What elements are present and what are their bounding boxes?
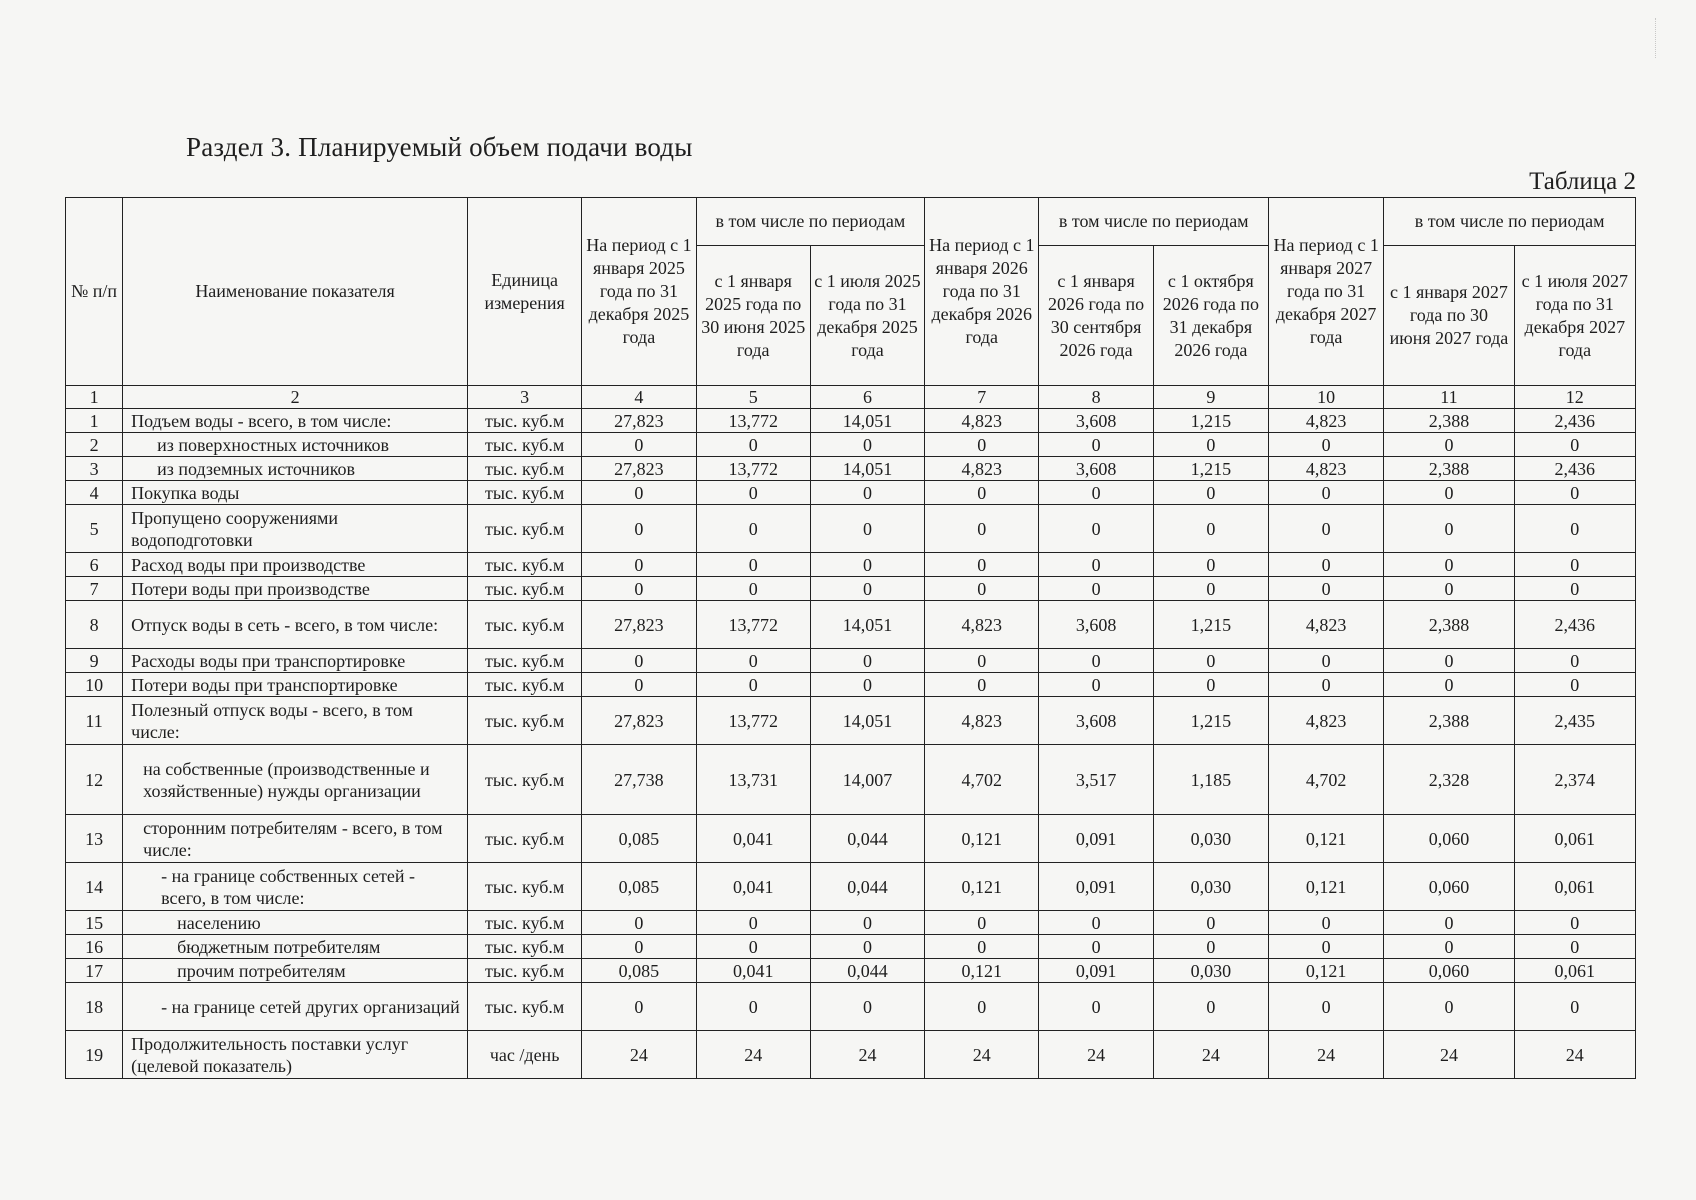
indicator-name: Покупка воды bbox=[123, 481, 468, 505]
value-cell: 4,702 bbox=[1269, 745, 1384, 815]
value-cell: 0,061 bbox=[1514, 863, 1635, 911]
value-cell: 0 bbox=[1384, 911, 1514, 935]
value-cell: 0 bbox=[582, 553, 696, 577]
unit-cell: тыс. куб.м bbox=[468, 673, 582, 697]
value-cell: 0 bbox=[1384, 935, 1514, 959]
unit-cell: тыс. куб.м bbox=[468, 935, 582, 959]
value-cell: 3,608 bbox=[1039, 409, 1153, 433]
row-number: 17 bbox=[66, 959, 123, 983]
unit-cell: тыс. куб.м bbox=[468, 815, 582, 863]
value-cell: 0 bbox=[810, 505, 924, 553]
value-cell: 24 bbox=[696, 1031, 810, 1079]
header-unit: Единица измерения bbox=[468, 198, 582, 386]
value-cell: 24 bbox=[810, 1031, 924, 1079]
indicator-name: из поверхностных источников bbox=[123, 433, 468, 457]
unit-cell: тыс. куб.м bbox=[468, 911, 582, 935]
value-cell: 2,388 bbox=[1384, 457, 1514, 481]
table-row bbox=[66, 983, 1636, 1031]
table-row bbox=[66, 409, 1636, 433]
value-cell: 0,091 bbox=[1039, 959, 1153, 983]
table-row bbox=[66, 815, 1636, 863]
value-cell: 0 bbox=[1269, 577, 1384, 601]
table-row bbox=[66, 673, 1636, 697]
value-cell: 4,823 bbox=[925, 697, 1039, 745]
indicator-name: - на границе собственных сетей - всего, в том числе: bbox=[123, 863, 468, 911]
value-cell: 0 bbox=[582, 911, 696, 935]
table-row bbox=[66, 959, 1636, 983]
value-cell: 13,772 bbox=[696, 601, 810, 649]
value-cell: 0 bbox=[1514, 935, 1635, 959]
value-cell: 0 bbox=[1039, 433, 1153, 457]
value-cell: 0 bbox=[696, 935, 810, 959]
value-cell: 4,823 bbox=[1269, 697, 1384, 745]
value-cell: 0 bbox=[1039, 935, 1153, 959]
value-cell: 14,051 bbox=[810, 457, 924, 481]
value-cell: 0,121 bbox=[1269, 815, 1384, 863]
value-cell: 0,044 bbox=[810, 863, 924, 911]
value-cell: 0 bbox=[810, 673, 924, 697]
col-number: 12 bbox=[1514, 386, 1635, 409]
value-cell: 13,772 bbox=[696, 697, 810, 745]
table-body bbox=[66, 409, 1636, 1079]
unit-cell: тыс. куб.м bbox=[468, 433, 582, 457]
value-cell: 0,121 bbox=[1269, 863, 1384, 911]
value-cell: 0 bbox=[1039, 553, 1153, 577]
indicator-name: прочим потребителям bbox=[123, 959, 468, 983]
value-cell: 0 bbox=[1039, 481, 1153, 505]
value-cell: 0 bbox=[1039, 649, 1153, 673]
table-row bbox=[66, 433, 1636, 457]
value-cell: 24 bbox=[925, 1031, 1039, 1079]
value-cell: 0 bbox=[1153, 577, 1268, 601]
indicator-name: Полезный отпуск воды - всего, в том числе: bbox=[123, 697, 468, 745]
value-cell: 24 bbox=[1153, 1031, 1268, 1079]
value-cell: 0,030 bbox=[1153, 959, 1268, 983]
value-cell: 24 bbox=[582, 1031, 696, 1079]
value-cell: 13,772 bbox=[696, 457, 810, 481]
value-cell: 0 bbox=[582, 935, 696, 959]
value-cell: 1,215 bbox=[1153, 457, 1268, 481]
table-row bbox=[66, 649, 1636, 673]
table-row bbox=[66, 1031, 1636, 1079]
value-cell: 0 bbox=[925, 577, 1039, 601]
col-number: 9 bbox=[1153, 386, 1268, 409]
header-period-2026-q1-3: с 1 января 2026 года по 30 сентября 2026 года bbox=[1039, 246, 1153, 386]
header-subperiods-2025: в том числе по периодам bbox=[696, 198, 925, 246]
unit-cell: тыс. куб.м bbox=[468, 577, 582, 601]
value-cell: 0 bbox=[696, 481, 810, 505]
header-period-2027-h2: с 1 июля 2027 года по 31 декабря 2027 года bbox=[1514, 246, 1635, 386]
value-cell: 0 bbox=[1384, 433, 1514, 457]
value-cell: 0 bbox=[810, 935, 924, 959]
value-cell: 3,517 bbox=[1039, 745, 1153, 815]
value-cell: 0 bbox=[1514, 553, 1635, 577]
value-cell: 3,608 bbox=[1039, 601, 1153, 649]
value-cell: 27,823 bbox=[582, 697, 696, 745]
indicator-name: Продолжительность поставки услуг (целевой показатель) bbox=[123, 1031, 468, 1079]
margin-mark bbox=[1655, 18, 1674, 58]
value-cell: 2,388 bbox=[1384, 409, 1514, 433]
unit-cell: тыс. куб.м bbox=[468, 745, 582, 815]
table-row bbox=[66, 505, 1636, 553]
value-cell: 0 bbox=[582, 433, 696, 457]
value-cell: 0 bbox=[925, 505, 1039, 553]
value-cell: 0 bbox=[1514, 673, 1635, 697]
indicator-name: Расход воды при производстве bbox=[123, 553, 468, 577]
value-cell: 27,823 bbox=[582, 409, 696, 433]
col-number: 10 bbox=[1269, 386, 1384, 409]
value-cell: 0 bbox=[810, 553, 924, 577]
value-cell: 0 bbox=[925, 911, 1039, 935]
indicator-name: Пропущено сооружениями водоподготовки bbox=[123, 505, 468, 553]
value-cell: 0 bbox=[696, 673, 810, 697]
col-number: 8 bbox=[1039, 386, 1153, 409]
indicator-name: населению bbox=[123, 911, 468, 935]
value-cell: 2,388 bbox=[1384, 601, 1514, 649]
row-number: 6 bbox=[66, 553, 123, 577]
value-cell: 0 bbox=[1153, 433, 1268, 457]
row-number: 13 bbox=[66, 815, 123, 863]
col-number: 6 bbox=[810, 386, 924, 409]
value-cell: 0 bbox=[1269, 935, 1384, 959]
value-cell: 0 bbox=[1039, 673, 1153, 697]
row-number: 10 bbox=[66, 673, 123, 697]
value-cell: 0 bbox=[1514, 911, 1635, 935]
value-cell: 0 bbox=[925, 433, 1039, 457]
value-cell: 0 bbox=[1269, 673, 1384, 697]
value-cell: 14,051 bbox=[810, 601, 924, 649]
table-row bbox=[66, 601, 1636, 649]
table-row bbox=[66, 935, 1636, 959]
value-cell: 0,121 bbox=[925, 815, 1039, 863]
value-cell: 0,085 bbox=[582, 959, 696, 983]
value-cell: 0 bbox=[1153, 505, 1268, 553]
unit-cell: тыс. куб.м bbox=[468, 409, 582, 433]
value-cell: 1,215 bbox=[1153, 409, 1268, 433]
row-number: 9 bbox=[66, 649, 123, 673]
column-number-row bbox=[66, 386, 1636, 409]
value-cell: 0 bbox=[1153, 673, 1268, 697]
value-cell: 0 bbox=[582, 673, 696, 697]
value-cell: 2,388 bbox=[1384, 697, 1514, 745]
value-cell: 24 bbox=[1514, 1031, 1635, 1079]
value-cell: 0 bbox=[696, 649, 810, 673]
value-cell: 4,823 bbox=[1269, 409, 1384, 433]
value-cell: 27,738 bbox=[582, 745, 696, 815]
value-cell: 0 bbox=[1153, 481, 1268, 505]
header-period-2027-h1: с 1 января 2027 года по 30 июня 2027 года bbox=[1384, 246, 1514, 386]
value-cell: 0,060 bbox=[1384, 959, 1514, 983]
value-cell: 0,085 bbox=[582, 863, 696, 911]
table-row bbox=[66, 745, 1636, 815]
value-cell: 0 bbox=[1514, 505, 1635, 553]
value-cell: 0 bbox=[1384, 553, 1514, 577]
unit-cell: тыс. куб.м bbox=[468, 697, 582, 745]
value-cell: 0 bbox=[1384, 481, 1514, 505]
indicator-name: Потери воды при транспортировке bbox=[123, 673, 468, 697]
value-cell: 0,121 bbox=[1269, 959, 1384, 983]
value-cell: 0 bbox=[696, 433, 810, 457]
indicator-name: Отпуск воды в сеть - всего, в том числе: bbox=[123, 601, 468, 649]
value-cell: 24 bbox=[1269, 1031, 1384, 1079]
value-cell: 0 bbox=[810, 433, 924, 457]
value-cell: 0 bbox=[810, 983, 924, 1031]
value-cell: 2,436 bbox=[1514, 409, 1635, 433]
col-number: 4 bbox=[582, 386, 696, 409]
table-row bbox=[66, 697, 1636, 745]
col-number: 1 bbox=[66, 386, 123, 409]
unit-cell: тыс. куб.м bbox=[468, 863, 582, 911]
value-cell: 0 bbox=[1269, 911, 1384, 935]
row-number: 3 bbox=[66, 457, 123, 481]
value-cell: 2,374 bbox=[1514, 745, 1635, 815]
unit-cell: тыс. куб.м bbox=[468, 959, 582, 983]
row-number: 12 bbox=[66, 745, 123, 815]
value-cell: 0,041 bbox=[696, 815, 810, 863]
value-cell: 0 bbox=[1514, 481, 1635, 505]
unit-cell: тыс. куб.м bbox=[468, 505, 582, 553]
value-cell: 0 bbox=[696, 577, 810, 601]
header-period-2026: На период с 1 января 2026 года по 31 декабря 2026 года bbox=[925, 198, 1039, 386]
value-cell: 0 bbox=[696, 983, 810, 1031]
value-cell: 0 bbox=[1153, 911, 1268, 935]
value-cell: 13,731 bbox=[696, 745, 810, 815]
unit-cell: тыс. куб.м bbox=[468, 553, 582, 577]
value-cell: 13,772 bbox=[696, 409, 810, 433]
unit-cell: тыс. куб.м bbox=[468, 481, 582, 505]
header-period-2027: На период с 1 января 2027 года по 31 декабря 2027 года bbox=[1269, 198, 1384, 386]
value-cell: 0 bbox=[1269, 433, 1384, 457]
value-cell: 0,041 bbox=[696, 863, 810, 911]
value-cell: 0 bbox=[810, 577, 924, 601]
value-cell: 0,044 bbox=[810, 815, 924, 863]
value-cell: 0 bbox=[696, 505, 810, 553]
value-cell: 0 bbox=[1384, 983, 1514, 1031]
value-cell: 0 bbox=[1514, 577, 1635, 601]
indicator-name: Расходы воды при транспортировке bbox=[123, 649, 468, 673]
row-number: 15 bbox=[66, 911, 123, 935]
table-row bbox=[66, 457, 1636, 481]
value-cell: 0 bbox=[1153, 553, 1268, 577]
value-cell: 0 bbox=[1153, 649, 1268, 673]
row-number: 7 bbox=[66, 577, 123, 601]
value-cell: 0,121 bbox=[925, 863, 1039, 911]
value-cell: 2,328 bbox=[1384, 745, 1514, 815]
header-period-2025-h1: с 1 января 2025 года по 30 июня 2025 года bbox=[696, 246, 810, 386]
value-cell: 2,436 bbox=[1514, 601, 1635, 649]
value-cell: 0 bbox=[582, 577, 696, 601]
row-number: 18 bbox=[66, 983, 123, 1031]
value-cell: 0 bbox=[582, 983, 696, 1031]
header-period-2025: На период с 1 января 2025 года по 31 декабря 2025 года bbox=[582, 198, 696, 386]
header-num: № п/п bbox=[66, 198, 123, 386]
value-cell: 27,823 bbox=[582, 601, 696, 649]
value-cell: 0 bbox=[925, 481, 1039, 505]
value-cell: 0 bbox=[582, 481, 696, 505]
header-period-2026-q4: с 1 октября 2026 года по 31 декабря 2026 года bbox=[1153, 246, 1268, 386]
indicator-name: Подъем воды - всего, в том числе: bbox=[123, 409, 468, 433]
value-cell: 0,044 bbox=[810, 959, 924, 983]
value-cell: 0,085 bbox=[582, 815, 696, 863]
value-cell: 2,436 bbox=[1514, 457, 1635, 481]
value-cell: 0 bbox=[810, 649, 924, 673]
row-number: 4 bbox=[66, 481, 123, 505]
value-cell: 0 bbox=[925, 935, 1039, 959]
value-cell: 0 bbox=[1384, 673, 1514, 697]
value-cell: 0 bbox=[1269, 983, 1384, 1031]
indicator-name: - на границе сетей других организаций bbox=[123, 983, 468, 1031]
water-supply-table bbox=[65, 197, 1636, 1079]
value-cell: 1,215 bbox=[1153, 601, 1268, 649]
value-cell: 0 bbox=[1153, 983, 1268, 1031]
value-cell: 0 bbox=[1384, 505, 1514, 553]
value-cell: 0,091 bbox=[1039, 815, 1153, 863]
header-subperiods-2026: в том числе по периодам bbox=[1039, 198, 1269, 246]
value-cell: 0 bbox=[1269, 505, 1384, 553]
value-cell: 1,185 bbox=[1153, 745, 1268, 815]
indicator-name: бюджетным потребителям bbox=[123, 935, 468, 959]
value-cell: 0 bbox=[582, 649, 696, 673]
value-cell: 0 bbox=[582, 505, 696, 553]
value-cell: 0 bbox=[1153, 935, 1268, 959]
value-cell: 0 bbox=[1514, 983, 1635, 1031]
value-cell: 0 bbox=[1269, 553, 1384, 577]
value-cell: 0,030 bbox=[1153, 815, 1268, 863]
value-cell: 0 bbox=[810, 481, 924, 505]
value-cell: 24 bbox=[1039, 1031, 1153, 1079]
value-cell: 0 bbox=[1384, 577, 1514, 601]
unit-cell: тыс. куб.м bbox=[468, 649, 582, 673]
indicator-name: сторонним потребителям - всего, в том числе: bbox=[123, 815, 468, 863]
value-cell: 0 bbox=[1514, 433, 1635, 457]
value-cell: 14,051 bbox=[810, 697, 924, 745]
table-row bbox=[66, 911, 1636, 935]
indicator-name: из подземных источников bbox=[123, 457, 468, 481]
row-number: 14 bbox=[66, 863, 123, 911]
section-title: Раздел 3. Планируемый объем подачи воды bbox=[186, 132, 693, 162]
table-row bbox=[66, 481, 1636, 505]
value-cell: 0,061 bbox=[1514, 815, 1635, 863]
unit-cell: час /день bbox=[468, 1031, 582, 1079]
row-number: 16 bbox=[66, 935, 123, 959]
indicator-name: Потери воды при производстве bbox=[123, 577, 468, 601]
row-number: 2 bbox=[66, 433, 123, 457]
value-cell: 4,823 bbox=[1269, 457, 1384, 481]
value-cell: 0 bbox=[1039, 505, 1153, 553]
table-row bbox=[66, 553, 1636, 577]
value-cell: 3,608 bbox=[1039, 697, 1153, 745]
value-cell: 0,060 bbox=[1384, 815, 1514, 863]
row-number: 5 bbox=[66, 505, 123, 553]
value-cell: 2,435 bbox=[1514, 697, 1635, 745]
row-number: 19 bbox=[66, 1031, 123, 1079]
col-number: 2 bbox=[123, 386, 468, 409]
value-cell: 0,121 bbox=[925, 959, 1039, 983]
value-cell: 0,061 bbox=[1514, 959, 1635, 983]
value-cell: 0 bbox=[925, 983, 1039, 1031]
value-cell: 0 bbox=[925, 673, 1039, 697]
header-name: Наименование показателя bbox=[123, 198, 468, 386]
value-cell: 0,041 bbox=[696, 959, 810, 983]
value-cell: 0 bbox=[925, 553, 1039, 577]
value-cell: 0 bbox=[696, 553, 810, 577]
unit-cell: тыс. куб.м bbox=[468, 457, 582, 481]
header-period-2025-h2: с 1 июля 2025 года по 31 декабря 2025 года bbox=[810, 246, 924, 386]
value-cell: 4,823 bbox=[925, 601, 1039, 649]
table-row bbox=[66, 863, 1636, 911]
header-subperiods-2027: в том числе по периодам bbox=[1384, 198, 1636, 246]
value-cell: 0 bbox=[1039, 577, 1153, 601]
value-cell: 4,702 bbox=[925, 745, 1039, 815]
value-cell: 14,007 bbox=[810, 745, 924, 815]
value-cell: 24 bbox=[1384, 1031, 1514, 1079]
value-cell: 4,823 bbox=[1269, 601, 1384, 649]
value-cell: 0 bbox=[810, 911, 924, 935]
value-cell: 0 bbox=[696, 911, 810, 935]
value-cell: 0,091 bbox=[1039, 863, 1153, 911]
value-cell: 14,051 bbox=[810, 409, 924, 433]
value-cell: 27,823 bbox=[582, 457, 696, 481]
value-cell: 0 bbox=[1384, 649, 1514, 673]
value-cell: 0,030 bbox=[1153, 863, 1268, 911]
value-cell: 0 bbox=[1039, 983, 1153, 1031]
col-number: 7 bbox=[925, 386, 1039, 409]
value-cell: 0 bbox=[925, 649, 1039, 673]
row-number: 1 bbox=[66, 409, 123, 433]
value-cell: 1,215 bbox=[1153, 697, 1268, 745]
unit-cell: тыс. куб.м bbox=[468, 983, 582, 1031]
value-cell: 4,823 bbox=[925, 409, 1039, 433]
value-cell: 0,060 bbox=[1384, 863, 1514, 911]
value-cell: 4,823 bbox=[925, 457, 1039, 481]
row-number: 11 bbox=[66, 697, 123, 745]
row-number: 8 bbox=[66, 601, 123, 649]
value-cell: 0 bbox=[1269, 481, 1384, 505]
indicator-name: на собственные (производственные и хозяйственные) нужды организации bbox=[123, 745, 468, 815]
col-number: 3 bbox=[468, 386, 582, 409]
col-number: 5 bbox=[696, 386, 810, 409]
unit-cell: тыс. куб.м bbox=[468, 601, 582, 649]
value-cell: 3,608 bbox=[1039, 457, 1153, 481]
value-cell: 0 bbox=[1039, 911, 1153, 935]
table-number: Таблица 2 bbox=[1529, 168, 1636, 195]
value-cell: 0 bbox=[1269, 649, 1384, 673]
table-row bbox=[66, 577, 1636, 601]
value-cell: 0 bbox=[1514, 649, 1635, 673]
col-number: 11 bbox=[1384, 386, 1514, 409]
